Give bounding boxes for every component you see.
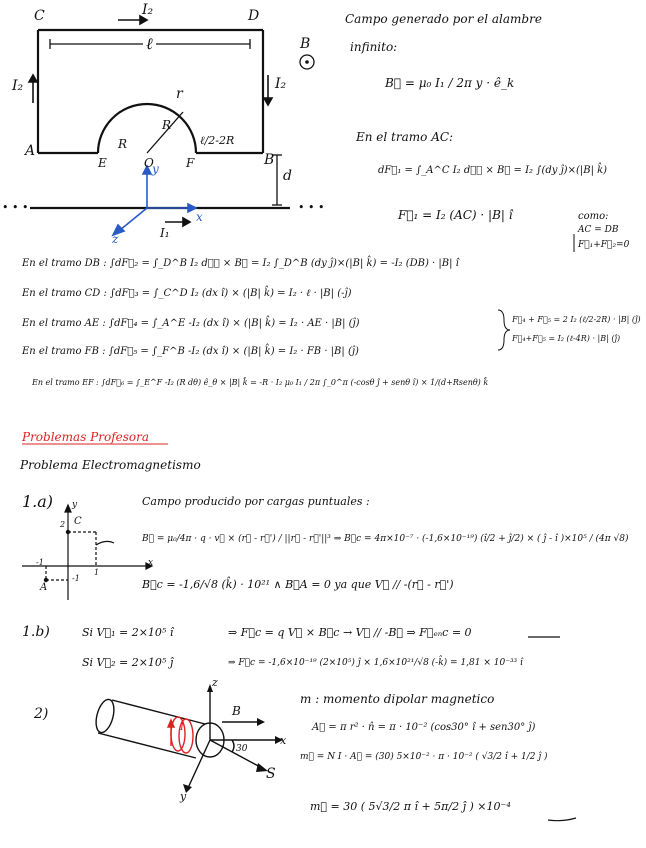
tramo-fb: En el tramo FB : ∫dF⃗₅ = ∫_F^B -I₂ (dx î) × (|B| k̂) = I₂ · FB · |B| (ĵ)	[22, 346, 359, 357]
p1a-eq2: B⃗c = -1,6/√8 (k̂) · 10²¹ ∧ B⃗A = 0 ya que V⃗ // -(r⃗ - r⃗')	[142, 578, 454, 591]
axis-x-label: x	[196, 210, 203, 224]
solenoid-figure	[93, 690, 278, 788]
fig-s-label: S	[266, 766, 276, 782]
p1b-case1-result: ⇒ F⃗c = q V⃗ × B⃗c → V⃗ // -B⃗ ⇒ F⃗ₑₙc = 0	[228, 626, 472, 639]
p1a-heading: Campo producido por cargas puntuales :	[142, 495, 370, 508]
como-eq2: F⃗₁+F⃗₂=0	[578, 240, 630, 250]
graph-tick-1: 1	[94, 568, 100, 577]
fig-z-label: z	[212, 676, 218, 689]
fig-x-label: x	[280, 734, 287, 747]
svg-text:• • •: • • •	[298, 201, 325, 214]
sum-f4-f5-simplified: F⃗₄+F⃗₅ = I₂ (ℓ-4R) · |B| (ĵ)	[512, 334, 621, 343]
segment-length-label: ℓ/2-2R	[200, 134, 235, 147]
note-line2: infinito:	[350, 40, 398, 54]
graph-y-label: y	[72, 500, 78, 510]
point-e-label: E	[98, 156, 107, 170]
corner-b-label: B	[264, 152, 275, 168]
p1a-label: 1.a)	[22, 492, 54, 511]
axis-y-label: y	[152, 162, 159, 176]
point-f-label: F	[186, 156, 195, 170]
current-i1-label: I₁	[160, 226, 170, 240]
df1-equation: dF⃗₁ = ∫_A^C I₂ dℓ⃗ × B⃗ = I₂ ∫(dy ĵ)×(|B| k̂)	[378, 165, 608, 176]
tramo-ae: En el tramo AE : ∫dF⃗₄ = ∫_A^E -I₂ (dx î) × (|B| k̂) = I₂ · AE · |B| (ĵ)	[22, 318, 360, 329]
p2-dipole-def: m : momento dipolar magnetico	[300, 692, 495, 706]
r-label: r	[176, 86, 183, 102]
fig-y-label: y	[180, 790, 187, 803]
tramo-cd: En el tramo CD : ∫dF⃗₃ = ∫_C^D I₂ (dx î) × (|B| k̂) = I₂ · ℓ · |B| (-ĵ)	[22, 288, 352, 299]
fig-angle-label: 30	[236, 744, 248, 754]
graph-tick-minus1y: -1	[72, 574, 80, 583]
b-field-label: B	[300, 36, 311, 52]
note-line1: Campo generado por el alambre	[345, 12, 542, 26]
fig-b-label: B	[232, 704, 241, 718]
como-label: como:	[578, 211, 609, 222]
graph-c-label: C	[74, 516, 82, 527]
formula-b: B⃗ = μ₀ I₁ / 2π y · ê_k	[385, 76, 515, 90]
axis-z-label: z	[112, 232, 119, 246]
p2-area-eq: A⃗ = π r² · n̂ = π · 10⁻² (cos30° î + sen30° ĵ)	[312, 722, 536, 733]
p1b-case1: Si V⃗₁ = 2×10⁵ î	[82, 626, 174, 639]
radius-label-left: R	[118, 137, 128, 151]
p1a-eq1: B⃗ = μ₀/4π · q · v⃗ × (r⃗ - r⃗') / ||r⃗ - r⃗'||³ ⇒ B⃗c = 4π×10⁻⁷ · (-1,6×10⁻¹⁹) (î/2 + ĵ/2) × ( ĵ - î )×10⁵ / (4π √8)	[142, 534, 629, 544]
length-label: ℓ	[143, 34, 156, 54]
p2-moment-final: m⃗ = 30 ( 5√3/2 π î + 5π/2 ĵ ) ×10⁻⁴	[310, 800, 511, 813]
sum-f4-f5: F⃗₄ + F⃗₅ = 2 I₂ (ℓ/2-2R) · |B| (ĵ)	[512, 315, 641, 324]
como-eq1: AC = DB	[578, 225, 619, 235]
problem-title: Problema Electromagnetismo	[20, 458, 201, 472]
p1b-case2: Si V⃗₂ = 2×10⁵ ĵ	[82, 656, 174, 669]
corner-d-label: D	[248, 8, 260, 24]
graph-tick-2: 2	[60, 520, 66, 529]
current-i2-left-label: I₂	[12, 78, 24, 94]
current-i2-right-label: I₂	[275, 76, 287, 92]
distance-d-label: d	[283, 168, 292, 184]
tramo-ef: En el tramo EF : ∫dF⃗₆ = ∫_E^F -I₂ (R dθ) ê_θ × |B| k̂ = -R · I₂ μ₀ I₁ / 2π ∫_0^π (-cosθ ĵ + senθ î) × 1/(d+Rsenθ) k̂	[32, 378, 489, 387]
point-o-label: O	[144, 156, 154, 170]
p1b-case2-result: ⇒ F⃗c = -1,6×10⁻¹⁹ (2×10⁵) ĵ × 1,6×10²¹/√8 (-k̂) = 1,81 × 10⁻³³ î	[228, 658, 523, 668]
section-title: Problemas Profesora	[22, 430, 150, 444]
p2-moment-eq: m⃗ = N I · A⃗ = (30) 5×10⁻² · π · 10⁻² ( √3/2 î + 1/2 ĵ )	[300, 752, 548, 762]
f1-equation: F⃗₁ = I₂ (AC) · |B| î	[398, 208, 513, 222]
graph-x-label: x	[148, 558, 154, 568]
corner-a-label: A	[25, 143, 36, 159]
radius-label-diag: R	[162, 118, 172, 132]
corner-c-label: C	[34, 8, 45, 24]
tramo-ac-heading: En el tramo AC:	[356, 130, 454, 144]
graph-tick-minus1: -1	[36, 558, 44, 567]
p2-label: 2)	[34, 706, 49, 722]
tramo-db: En el tramo DB : ∫dF⃗₂ = ∫_D^B I₂ dℓ⃗ × B⃗ = I₂ ∫_D^B (dy ĵ)×(|B| k̂) = -I₂ (DB) · |B| î	[22, 258, 459, 269]
graph-a-label: A	[40, 582, 48, 593]
fig-current-label: I	[180, 722, 184, 733]
current-i2-top-label: I₂	[142, 2, 154, 18]
svg-text:• • •: • • •	[2, 201, 29, 214]
p1b-label: 1.b)	[22, 624, 50, 640]
